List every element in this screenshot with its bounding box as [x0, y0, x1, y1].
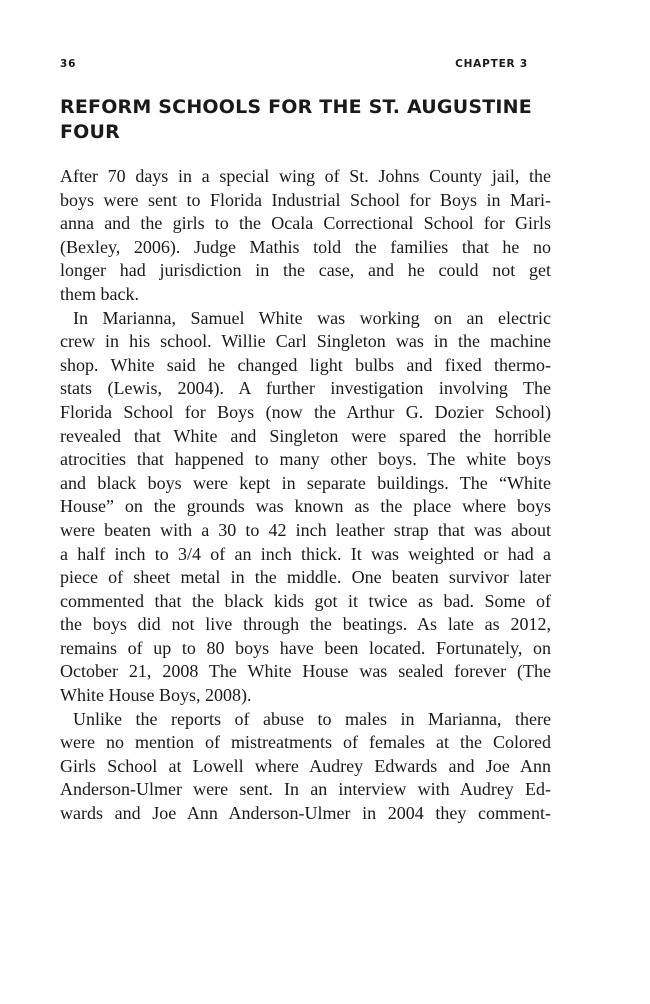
body-line: shop. White said he changed light bulbs and fixed thermo-	[60, 354, 551, 375]
body-line: commented that the black kids got it twice as bad. Some of	[60, 590, 551, 611]
running-head	[60, 58, 528, 72]
section-heading	[60, 95, 540, 145]
body-line: a half inch to 3/4 of an inch thick. It was weighted or had a	[60, 543, 551, 564]
body-line: After 70 days in a special wing of St. Johns County jail, the	[60, 166, 551, 186]
body-line: piece of sheet metal in the middle. One beaten survivor later	[60, 567, 551, 588]
body-line: House” on the grounds was known as the place where boys	[60, 496, 551, 517]
body-line: were no mention of mistreatments of females at the Colored	[60, 732, 551, 753]
body-line: (Bexley, 2006). Judge Mathis told the families that he no	[60, 236, 551, 257]
body-line: Unlike the reports of abuse to males in Marianna, there	[73, 708, 551, 729]
body-line: anna and the girls to the Ocala Correctional School for Girls	[60, 213, 551, 234]
body-line: longer had jurisdiction in the case, and he could not get	[60, 260, 551, 281]
body-line: October 21, 2008 The White House was sealed forever (The	[60, 661, 551, 682]
page-number: 36	[60, 58, 77, 70]
body-line: crew in his school. Willie Carl Singleton was in the machine	[60, 331, 551, 352]
body-line: Girls School at Lowell where Audrey Edwards and Joe Ann	[60, 755, 551, 776]
body-line: Florida School for Boys (now the Arthur G. Dozier School)	[60, 401, 551, 422]
section-heading-line-1: REFORM SCHOOLS FOR THE ST. AUGUSTINE	[60, 96, 532, 118]
body-line: Anderson-Ulmer were sent. In an interview with Audrey Ed-	[60, 779, 551, 800]
body-line: In Marianna, Samuel White was working on an electric	[73, 307, 551, 328]
body-line: the boys did not live through the beatings. As late as 2012,	[60, 614, 551, 635]
body-text	[60, 165, 551, 826]
body-line: were beaten with a 30 to 42 inch leather strap that was about	[60, 519, 551, 540]
body-line: atrocities that happened to many other boys. The white boys	[60, 449, 551, 470]
body-line: wards and Joe Ann Anderson-Ulmer in 2004 they comment-	[60, 803, 551, 824]
section-heading-line-2: FOUR	[60, 121, 120, 143]
body-line: and black boys were kept in separate buildings. The “White	[60, 472, 551, 493]
body-line: White House Boys, 2008).	[60, 685, 252, 706]
body-line: revealed that White and Singleton were spared the horrible	[60, 425, 551, 446]
body-line: them back.	[60, 283, 139, 304]
body-line: boys were sent to Florida Industrial School for Boys in Mari-	[60, 189, 551, 210]
body-line: remains of up to 80 boys have been located. Fortunately, on	[60, 637, 551, 658]
chapter-label: CHAPTER 3	[455, 58, 528, 70]
body-line: stats (Lewis, 2004). A further investigation involving The	[60, 378, 551, 399]
